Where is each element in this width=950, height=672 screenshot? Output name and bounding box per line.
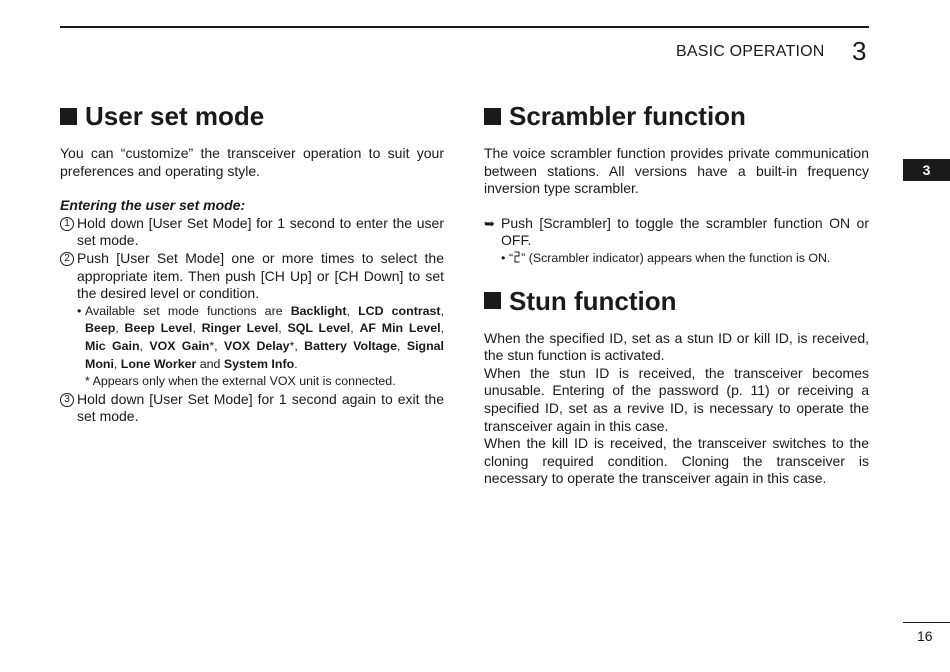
functions-bullet: • Available set mode functions are Backlight, LCD contrast, Beep, Beep Level, Ringer Level, SQL Level, AF Min Level, Mic Gain, VOX Gain*, VOX Delay*, Battery Voltage, Signal Moni, Lone Worker and System Info. (77, 303, 445, 371)
and-word: and (199, 356, 221, 371)
step-1-text: Hold down [User Set Mode] for 1 second to enter the user set mode. (77, 214, 444, 249)
scrambler-action (484, 215, 869, 250)
user-set-mode-intro: You can “customize” the transceiver operation to suit your preferences and operating style. (60, 145, 444, 179)
function-item: LCD contrast (358, 303, 441, 318)
stun-para-2: When the stun ID is received, the transceiver becomes unusable. Entering of the password (p. 11) or receiving a specified ID, set as a revive ID, is necessary to operate the transceiver again in this case. (484, 364, 869, 434)
function-item: Signal Moni (85, 338, 444, 371)
function-item: Battery Voltage (304, 338, 398, 353)
function-item: Mic Gain (85, 338, 140, 353)
step-2 (60, 250, 444, 303)
top-rule (60, 26, 869, 28)
user-set-mode-title: User set mode (85, 101, 265, 131)
scrambler-heading (484, 100, 869, 132)
bullet-icon: • (77, 303, 82, 318)
step-3-text: Hold down [User Set Mode] for 1 second again to exit the set mode. (77, 390, 444, 425)
step-number-icon: 1 (60, 217, 74, 231)
scrambler-title: Scrambler function (509, 101, 746, 131)
function-item: VOX Gain (149, 338, 210, 353)
function-item: Beep (85, 321, 116, 336)
function-item: SQL Level (287, 321, 351, 336)
scrambler-indicator-icon (513, 251, 521, 263)
header-chapter-number: 3 (852, 36, 867, 66)
step-number-icon: 2 (60, 252, 74, 266)
step-2-text: Push [User Set Mode] one or more times to select the appropriate item. Then push [CH Up] or [CH Down] to set the desired level or condition. (77, 249, 444, 302)
function-item: VOX Delay (223, 338, 290, 353)
right-column (484, 100, 869, 488)
function-item: Ringer Level (201, 321, 279, 336)
function-item: Backlight (290, 303, 347, 318)
scrambler-action-text: Push [Scrambler] to toggle the scrambler function ON or OFF. (501, 214, 869, 249)
function-item: Beep Level (124, 321, 193, 336)
user-set-mode-heading (60, 100, 444, 132)
stun-heading (484, 285, 869, 317)
stun-para-3: When the kill ID is received, the transceiver switches to the cloning required condition. Cloning the transceiver is necessary to operate the transceiver again in this case. (484, 435, 869, 487)
bullet-icon: • (501, 250, 506, 265)
page-number: 16 (917, 628, 933, 644)
header-section-title: BASIC OPERATION (676, 43, 825, 60)
functions-lead: Available set mode functions are (85, 303, 291, 318)
stun-title: Stun function (509, 285, 677, 316)
stun-para-1: When the specified ID, set as a stun ID or kill ID, is received, the stun function is activated. (484, 329, 869, 364)
step-1 (60, 215, 444, 250)
arrow-right-icon: ➥ (484, 215, 495, 231)
function-item: System Info (223, 356, 295, 371)
function-item: Lone Worker (120, 356, 197, 371)
footer-rule (903, 622, 950, 623)
vox-footnote: * Appears only when the external VOX unit is connected. (85, 374, 396, 389)
black-square-icon (484, 292, 501, 309)
scrambler-indicator-note: • “ ” (Scrambler indicator) appears when the function is ON. (484, 250, 869, 268)
black-square-icon (484, 108, 501, 125)
scrambler-intro: The voice scrambler function provides private communication between stations. All versions have a built-in frequency inversion type scrambler. (484, 145, 869, 197)
black-square-icon (60, 108, 77, 125)
scrambler-indicator-text: (Scrambler indicator) appears when the function is ON. (528, 250, 831, 265)
chapter-side-tab: 3 (903, 159, 950, 181)
entering-subheading: Entering the user set mode: (60, 197, 246, 214)
step-3 (60, 391, 444, 426)
left-column (60, 100, 444, 426)
step-number-icon: 3 (60, 393, 74, 407)
function-item: AF Min Level (359, 321, 441, 336)
